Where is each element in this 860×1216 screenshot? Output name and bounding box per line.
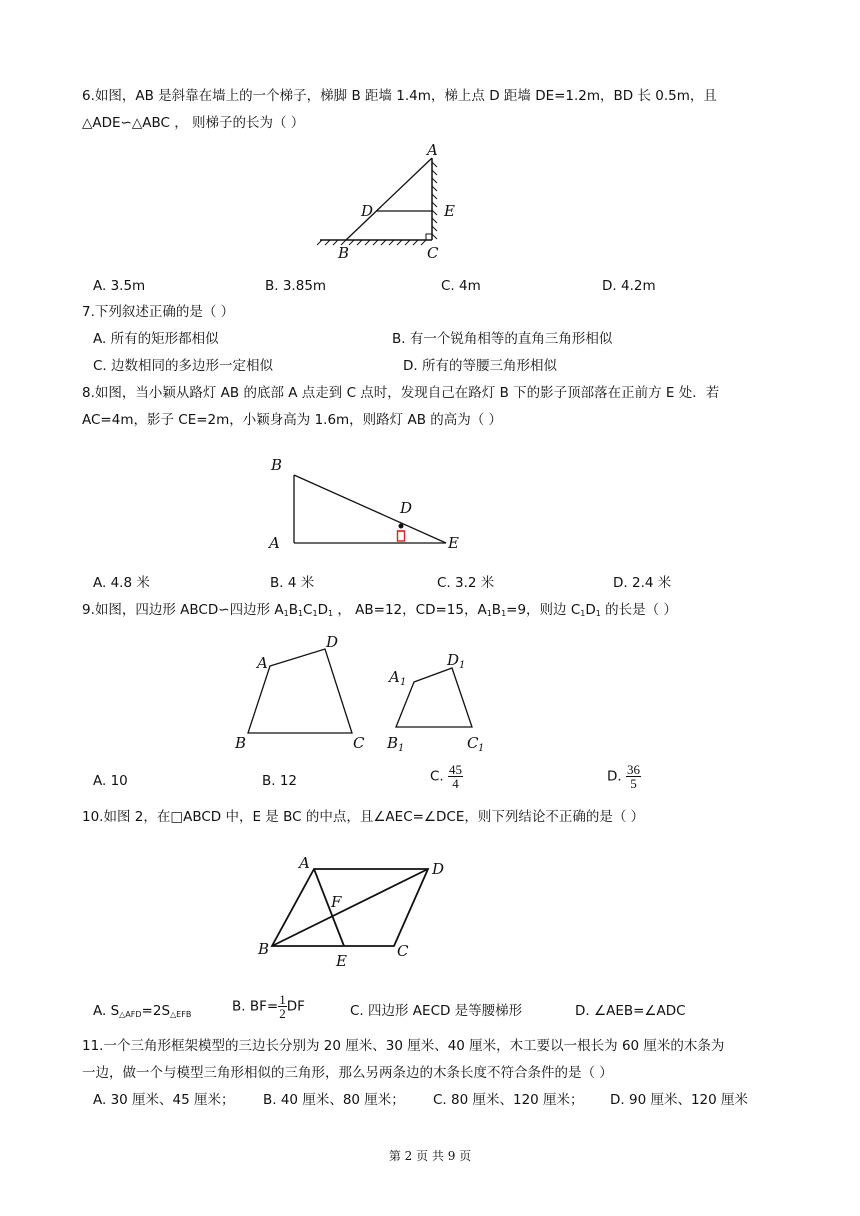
q8-label-B: B bbox=[271, 456, 283, 474]
fraction-denominator: 5 bbox=[630, 776, 637, 791]
q9-stem-part: ， AB=12，CD=15，A bbox=[333, 602, 487, 618]
q6-label-D: D bbox=[361, 202, 374, 220]
fraction-denominator: 4 bbox=[452, 776, 459, 791]
q8-label-E: E bbox=[448, 534, 459, 552]
q9-label-C1: C bbox=[467, 734, 479, 752]
q9-stem-part: 9.如图，四边形 ABCD∽四边形 A bbox=[82, 602, 284, 618]
q10-label-D: D bbox=[432, 860, 445, 878]
q10-label-F: F bbox=[331, 893, 342, 911]
q7-option-b[interactable]: B. 有一个锐角相等的直角三角形相似 bbox=[392, 331, 613, 347]
q10-option-b-text: DF bbox=[286, 998, 305, 1015]
q11-stem-line2: 一边，做一个与模型三角形相似的三角形，那么另两条边的木条长度不符合条件的是（ ） bbox=[82, 1065, 613, 1081]
q6-label-E: E bbox=[444, 202, 455, 220]
q8-option-d[interactable]: D. 2.4 米 bbox=[613, 575, 672, 591]
q9-sub: 1 bbox=[312, 609, 318, 618]
q10-option-a[interactable] bbox=[93, 1002, 191, 1024]
q9-option-c[interactable] bbox=[430, 763, 463, 790]
q10-option-c[interactable]: C. 四边形 AECD 是等腰梯形 bbox=[350, 1003, 523, 1019]
q7-stem: 7.下列叙述正确的是（ ） bbox=[82, 304, 235, 320]
q9-option-d-fraction bbox=[626, 763, 641, 790]
q11-option-d[interactable]: D. 90 厘米、120 厘米 bbox=[610, 1092, 749, 1108]
q6-label-A: A bbox=[427, 141, 438, 159]
q9-label-sub: 1 bbox=[400, 677, 407, 688]
q9-option-a[interactable]: A. 10 bbox=[93, 773, 128, 789]
q7-option-d[interactable]: D. 所有的等腰三角形相似 bbox=[403, 358, 557, 374]
q8-label-D: D bbox=[400, 499, 413, 517]
fraction-numerator: 36 bbox=[626, 762, 640, 777]
q8-option-a[interactable]: A. 4.8 米 bbox=[93, 575, 150, 591]
q9-sub: 1 bbox=[297, 609, 304, 618]
q9-label-sub: 1 bbox=[459, 660, 466, 671]
q9-stem-part: B bbox=[491, 602, 502, 618]
q10-option-b-text: B. BF= bbox=[232, 998, 279, 1015]
q6-option-b[interactable]: B. 3.85m bbox=[265, 278, 327, 294]
q8-lamp-figure bbox=[260, 445, 480, 560]
q10-option-a-text: =2S bbox=[141, 1003, 171, 1019]
page-footer: 第 2 页 共 9 页 bbox=[388, 1149, 472, 1163]
q9-option-c-fraction bbox=[448, 763, 463, 790]
q8-stem-line2: AC=4m，影子 CE=2m，小颖身高为 1.6m，则路灯 AB 的高为（ ） bbox=[82, 412, 503, 428]
q9-label-B: B bbox=[235, 734, 247, 752]
q10-label-B: B bbox=[258, 940, 270, 958]
q9-quadrilaterals-diagram bbox=[225, 630, 495, 755]
q8-option-b[interactable]: B. 4 米 bbox=[270, 575, 315, 591]
q10-option-a-sub: △AFD bbox=[119, 1010, 142, 1019]
q9-option-b[interactable]: B. 12 bbox=[262, 773, 298, 789]
q8-label-A: A bbox=[269, 534, 280, 552]
q6-stem-line2: △ADE∽△ABC ， 则梯子的长为（ ） bbox=[82, 115, 305, 131]
q9-option-c-prefix: C. bbox=[430, 768, 444, 785]
q9-label-A1: A bbox=[389, 668, 400, 686]
q9-sub: 1 bbox=[501, 609, 507, 618]
q10-option-b-fraction bbox=[278, 993, 287, 1020]
q9-label-A: A bbox=[257, 654, 268, 672]
q7-option-a[interactable]: A. 所有的矩形都相似 bbox=[93, 331, 219, 347]
q10-parallelogram-diagram bbox=[250, 850, 460, 975]
q6-label-B: B bbox=[338, 244, 350, 262]
q10-option-a-sub: △EFB bbox=[170, 1010, 192, 1019]
q8-stem-line1: 8.如图，当小颖从路灯 AB 的底部 A 点走到 C 点时，发现自己在路灯 B 下的影子顶部落在正前方 E 处．若 bbox=[82, 385, 720, 401]
q10-label-C: C bbox=[397, 942, 409, 960]
q9-stem bbox=[82, 601, 677, 623]
q9-sub: 1 bbox=[595, 609, 601, 618]
q9-stem-part: C bbox=[303, 602, 313, 618]
q10-option-a-text: A. S bbox=[93, 1003, 120, 1019]
q9-option-d-prefix: D. bbox=[607, 768, 622, 785]
q8-lamp-diagram bbox=[260, 445, 480, 560]
q6-option-a[interactable]: A. 3.5m bbox=[93, 278, 146, 294]
q7-option-c[interactable]: C. 边数相同的多边形一定相似 bbox=[93, 358, 274, 374]
q11-stem-line1: 11.一个三角形框架模型的三边长分别为 20 厘米、30 厘米、40 厘米，木工要以一根长为 60 厘米的木条为 bbox=[82, 1038, 725, 1054]
q10-stem: 10.如图 2，在□ABCD 中，E 是 BC 的中点，且∠AEC=∠DCE，则下列结论不正确的是（ ） bbox=[82, 809, 645, 825]
q6-ladder-figure bbox=[310, 140, 470, 265]
q10-label-A: A bbox=[299, 854, 310, 872]
q9-stem-part: D bbox=[585, 602, 596, 618]
fraction-numerator: 45 bbox=[449, 762, 463, 777]
q9-label-sub: 1 bbox=[478, 743, 485, 754]
q9-sub: 1 bbox=[486, 609, 492, 618]
q9-quadrilateral-figure bbox=[225, 630, 495, 755]
q11-option-a[interactable]: A. 30 厘米、45 厘米； bbox=[93, 1092, 235, 1108]
q9-stem-part: 的长是（ ） bbox=[600, 602, 677, 618]
q6-stem-line1: 6.如图，AB 是斜靠在墙上的一个梯子，梯脚 B 距墙 1.4m，梯上点 D 距墙 DE=1.2m，BD 长 0.5m，且 bbox=[82, 88, 717, 104]
q8-option-c[interactable]: C. 3.2 米 bbox=[437, 575, 495, 591]
q9-label-sub: 1 bbox=[398, 743, 405, 754]
q11-option-b[interactable]: B. 40 厘米、80 厘米； bbox=[263, 1092, 405, 1108]
q9-label-D: D bbox=[326, 633, 339, 651]
q9-sub: 1 bbox=[580, 609, 586, 618]
q6-option-c[interactable]: C. 4m bbox=[441, 278, 481, 294]
q10-parallelogram-figure bbox=[250, 850, 460, 975]
fraction-denominator: 2 bbox=[279, 1006, 286, 1021]
q9-sub: 1 bbox=[283, 609, 289, 618]
q10-option-d[interactable]: D. ∠AEB=∠ADC bbox=[575, 1003, 686, 1019]
q9-label-C: C bbox=[353, 734, 365, 752]
q9-label-B1: B bbox=[387, 734, 399, 752]
q10-label-E: E bbox=[336, 952, 347, 970]
q6-option-d[interactable]: D. 4.2m bbox=[602, 278, 656, 294]
q9-stem-part: =9，则边 C bbox=[506, 602, 581, 618]
q6-ladder-diagram bbox=[310, 140, 470, 265]
q10-option-b[interactable] bbox=[232, 993, 305, 1020]
q11-option-c[interactable]: C. 80 厘米、120 厘米； bbox=[433, 1092, 584, 1108]
q9-option-d[interactable] bbox=[607, 763, 641, 790]
q9-stem-part: D bbox=[317, 602, 328, 618]
q9-label-D1: D bbox=[447, 651, 460, 669]
fraction-numerator: 1 bbox=[279, 992, 286, 1007]
q9-stem-part: B bbox=[288, 602, 298, 618]
q9-sub: 1 bbox=[327, 609, 334, 618]
q6-label-C: C bbox=[427, 244, 439, 262]
